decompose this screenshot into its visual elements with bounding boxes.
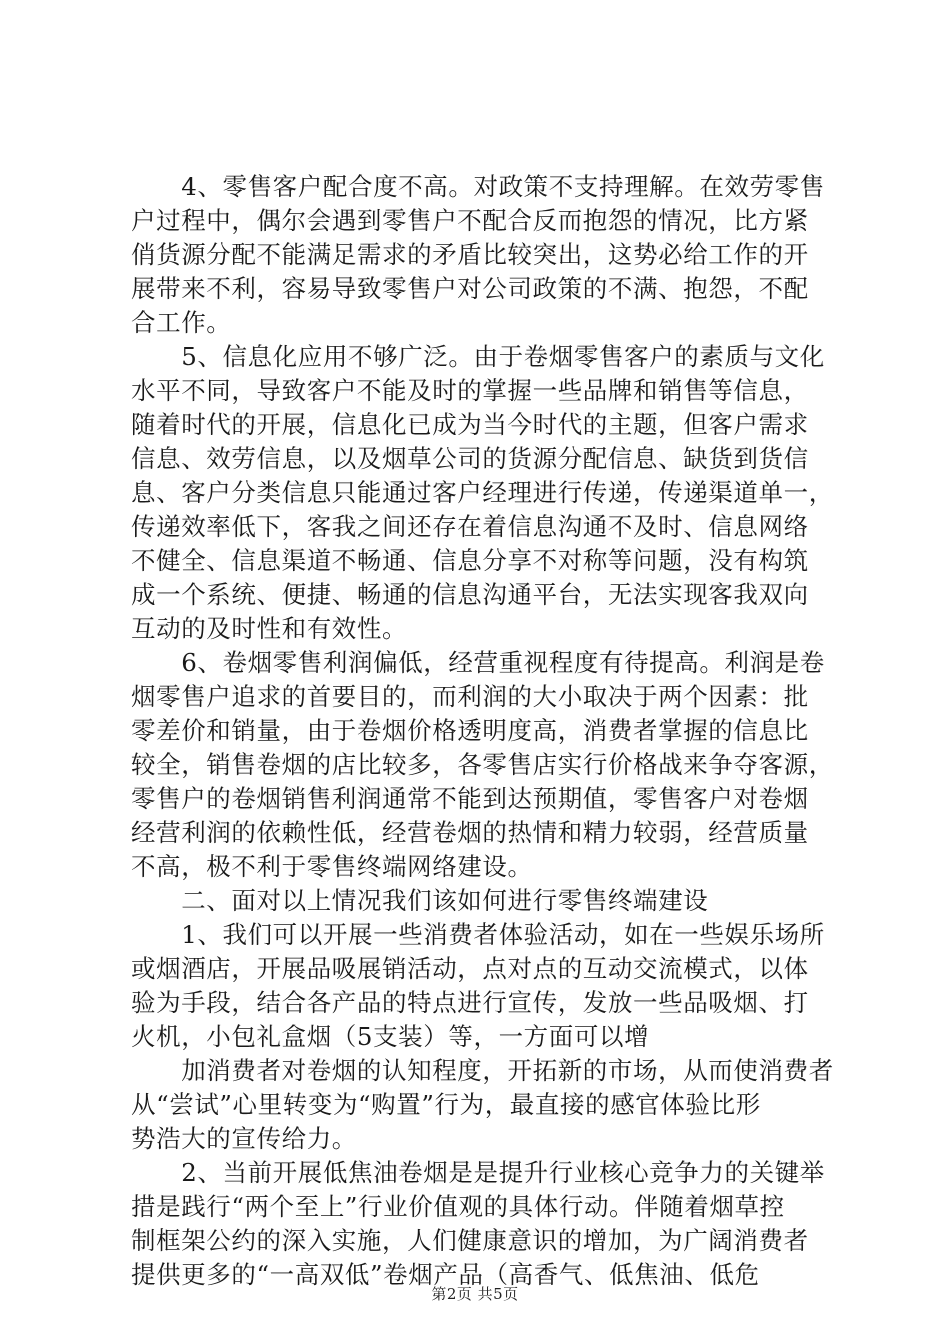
text-line: 制框架公约的深入实施，人们健康意识的增加，为广阔消费者 [131, 1226, 809, 1255]
text-line: 2、当前开展低焦油卷烟是是提升行业核心竞争力的关键举 [131, 1158, 825, 1187]
text-line: 1、我们可以开展一些消费者体验活动，如在一些娱乐场所 [131, 920, 825, 949]
text-line: 传递效率低下，客我之间还存在着信息沟通不及时、信息网络 [131, 512, 809, 541]
text-line: 随着时代的开展，信息化已成为当今时代的主题，但客户需求 [131, 410, 809, 439]
text-line: 加消费者对卷烟的认知程度，开拓新的市场，从而使消费者 [131, 1056, 834, 1085]
text-line: 火机，小包礼盒烟（5支装）等，一方面可以增 [131, 1022, 650, 1051]
text-line: 信息、效劳信息，以及烟草公司的货源分配信息、缺货到货信 [131, 444, 809, 473]
text-line: 势浩大的宣传给力。 [131, 1124, 357, 1153]
text-line: 成一个系统、便捷、畅通的信息沟通平台，无法实现客我双向 [131, 580, 809, 609]
text-line: 合工作。 [131, 308, 232, 337]
text-line: 不高，极不利于零售终端网络建设。 [131, 852, 533, 881]
page-footer: 第2页 共5页 [431, 1285, 519, 1303]
text-line: 5、信息化应用不够广泛。由于卷烟零售客户的素质与文化 [131, 342, 825, 371]
text-line: 俏货源分配不能满足需求的矛盾比较突出，这势必给工作的开 [131, 240, 809, 269]
text-line: 验为手段，结合各产品的特点进行宣传，发放一些品吸烟、打 [131, 988, 809, 1017]
text-line: 经营利润的依赖性低，经营卷烟的热情和精力较弱，经营质量 [131, 818, 809, 847]
text-line: 户过程中，偶尔会遇到零售户不配合反而抱怨的情况，比方紧 [131, 206, 809, 235]
body-text [131, 170, 833, 1292]
text-line: 息、客户分类信息只能通过客户经理进行传递，传递渠道单一， [131, 478, 834, 507]
text-line: 水平不同，导致客户不能及时的掌握一些品牌和销售等信息， [131, 376, 809, 405]
text-line: 措是践行“两个至上”行业价值观的具体行动。伴随着烟草控 [131, 1192, 785, 1221]
text-line: 较全，销售卷烟的店比较多，各零售店实行价格战来争夺客源， [131, 750, 834, 779]
text-line: 零售户的卷烟销售利润通常不能到达预期值，零售客户对卷烟 [131, 784, 809, 813]
text-line: 6、卷烟零售利润偏低，经营重视程度有待提高。利润是卷 [131, 648, 825, 677]
text-line: 4、零售客户配合度不高。对政策不支持理解。在效劳零售 [131, 172, 825, 201]
text-line: 展带来不利，容易导致零售户对公司政策的不满、抱怨，不配 [131, 274, 809, 303]
text-line: 或烟酒店，开展品吸展销活动，点对点的互动交流模式，以体 [131, 954, 809, 983]
text-line: 从“尝试”心里转变为“购置”行为，最直接的感官体验比形 [131, 1090, 761, 1119]
text-line: 烟零售户追求的首要目的，而利润的大小取决于两个因素：批 [131, 682, 809, 711]
text-line: 互动的及时性和有效性。 [131, 614, 408, 643]
text-line: 零差价和销量，由于卷烟价格透明度高，消费者掌握的信息比 [131, 716, 809, 745]
text-line: 提供更多的“一高双低”卷烟产品（高香气、低焦油、低危 [131, 1260, 760, 1289]
text-line: 二、面对以上情况我们该如何进行零售终端建设 [131, 886, 709, 915]
text-line: 不健全、信息渠道不畅通、信息分享不对称等问题，没有构筑 [131, 546, 809, 575]
